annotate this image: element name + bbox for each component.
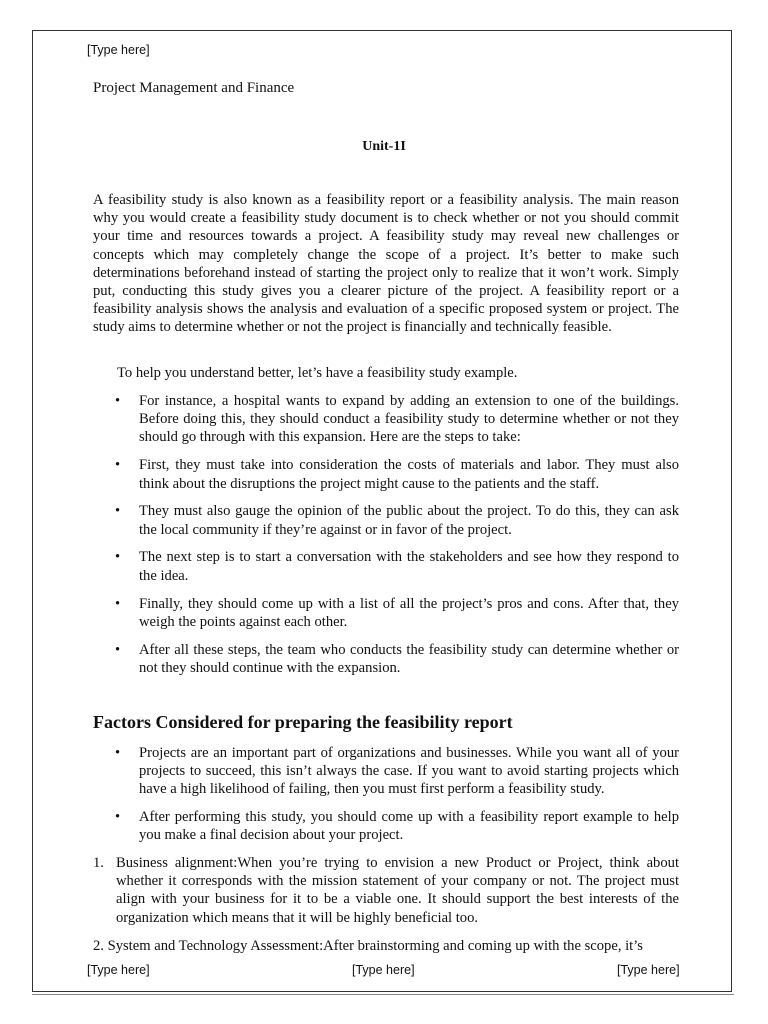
footer-right-placeholder[interactable]: [Type here] xyxy=(617,963,680,977)
list-item xyxy=(93,502,679,538)
list-item xyxy=(93,456,679,492)
bullet-icon: • xyxy=(115,641,121,658)
page-bottom-shadow xyxy=(32,994,734,995)
list-item xyxy=(93,548,679,584)
list-item-text: They must also gauge the opinion of the public about the project. To do this, they can ask the local community if they’re against or in favor of the project. xyxy=(139,503,679,538)
section-heading: Factors Considered for preparing the feasibility report xyxy=(93,712,513,732)
factors-list xyxy=(93,744,679,854)
list-item-text: The next step is to start a conversation with the stakeholders and see how they respond to the idea. xyxy=(139,549,679,584)
list-item-text: For instance, a hospital wants to expand by adding an extension to one of the buildings. Before doing this, they should conduct a feasibility study to determine whether or not they should go through with this expansion. Here are the steps to take: xyxy=(139,393,679,446)
footer-left-placeholder[interactable]: [Type here] xyxy=(87,963,150,977)
list-item-text: Finally, they should come up with a list of all the project’s pros and cons. After that, they weigh the points against each other. xyxy=(139,595,679,630)
footer-center-placeholder[interactable]: [Type here] xyxy=(352,963,415,977)
intro-paragraph: A feasibility study is also known as a feasibility report or a feasibility analysis. The main reason why you would create a feasibility study document is to check whether or not you should commit your time and resources towards a project. A feasibility study may reveal new challenges or concepts which may completely change the scope of a project. It’s better to make such determinations beforehand instead of starting the project only to realize that it won’t work. Simply put, conducting this study gives you a clearer picture of the project. A feasibility report or a feasibility analysis shows the analysis and evaluation of a specific proposed system or project. The study aims to determine whether or not the project is financially and technically feasible. xyxy=(93,192,679,336)
list-item-text: Projects are an important part of organizations and businesses. While you want all of your projects to succeed, this isn’t always the case. If you want to avoid starting projects which have a high likelihood of failing, then you must first perform a feasibility study. xyxy=(139,745,679,798)
list-item-text: After performing this study, you should come up with a feasibility report example to help you make a final decision about your project. xyxy=(139,809,679,844)
list-item-text: After all these steps, the team who conducts the feasibility study can determine whether or not they should continue with the expansion. xyxy=(139,641,679,676)
example-intro-paragraph: To help you understand better, let’s have a feasibility study example. xyxy=(117,365,518,381)
bullet-icon: • xyxy=(115,549,121,566)
list-item xyxy=(93,595,679,631)
numbered-item-system-technology: 2. System and Technology Assessment:After brainstorming and coming up with the scope, it’s xyxy=(93,938,643,954)
bullet-icon: • xyxy=(115,393,121,409)
list-item xyxy=(93,744,679,799)
list-item xyxy=(93,641,679,677)
list-item-text: First, they must take into consideration the costs of materials and labor. They must also think about the disruptions the project might cause to the patients and the staff. xyxy=(139,457,679,492)
steps-list xyxy=(93,392,679,687)
numbered-item-text: Business alignment:When you’re trying to envision a new Product or Project, think about whether it corresponds with the mission statement of your company or not. The project must align with your business for it to be a viable one. It should support the best interests of the organization which means that it will be highly beneficial too. xyxy=(116,855,679,926)
list-item xyxy=(93,808,679,844)
bullet-icon: • xyxy=(115,595,121,612)
document-title: Project Management and Finance xyxy=(93,80,295,96)
list-item xyxy=(93,392,679,447)
bullet-icon: • xyxy=(115,457,121,474)
bullet-icon: • xyxy=(115,809,121,826)
unit-heading: Unit-1I xyxy=(362,139,406,154)
bullet-icon: • xyxy=(115,745,121,761)
numbered-item-business-alignment xyxy=(93,854,679,927)
bullet-icon: • xyxy=(115,503,121,520)
header-placeholder[interactable]: [Type here] xyxy=(87,43,150,57)
item-number: 1. xyxy=(93,855,104,871)
